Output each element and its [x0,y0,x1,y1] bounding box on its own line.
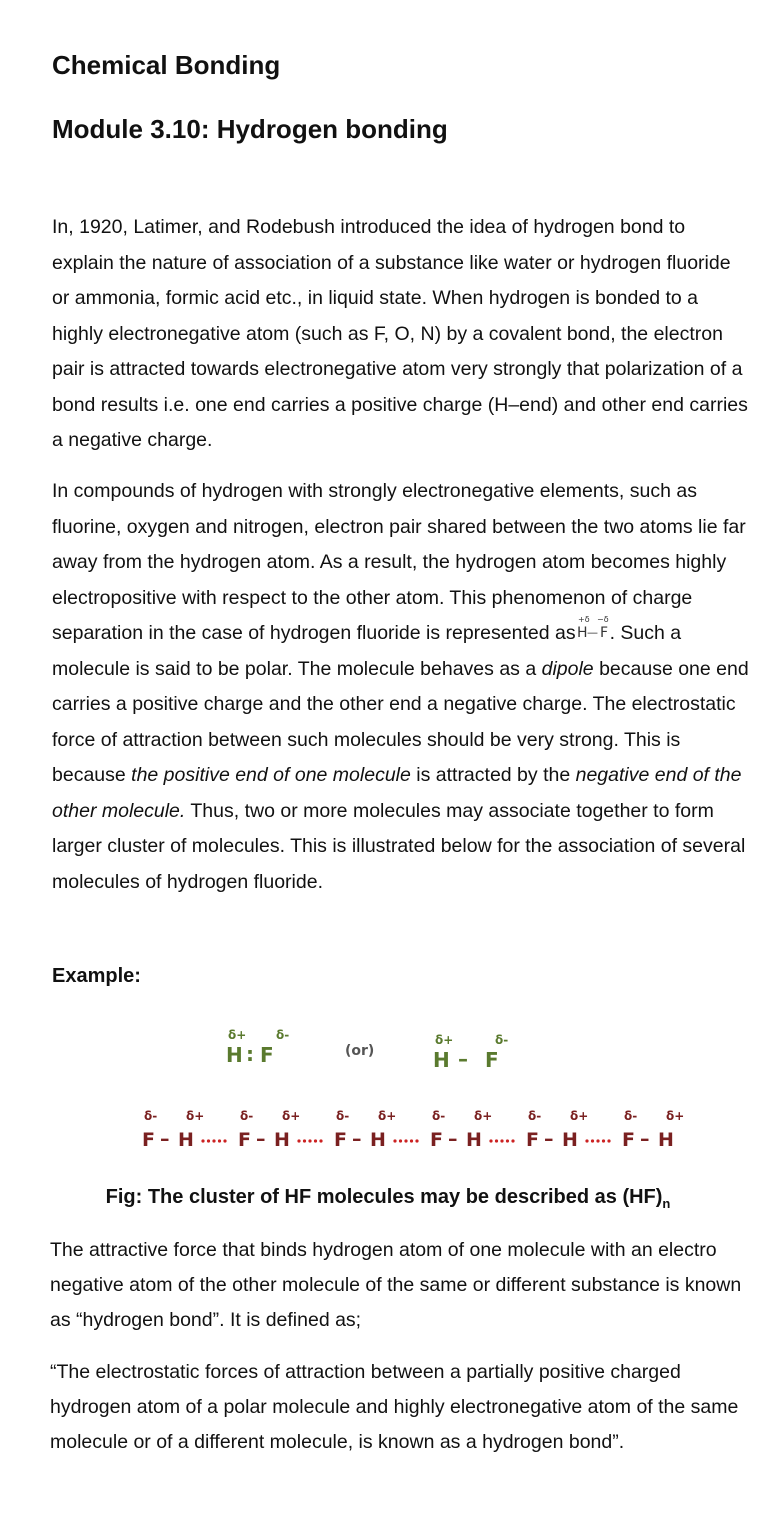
chain-delta-plus: δ+ [474,1109,493,1123]
hydrogen-bond-dot [207,1139,210,1142]
page-title: Chemical Bonding [52,50,281,80]
chain-h: H [658,1129,674,1151]
hydrogen-bond-dot [404,1139,407,1142]
polarity-paragraph [52,474,752,900]
chain-dash: – [352,1128,362,1150]
hydrogen-bond-dot [511,1139,514,1142]
chain-f: F [142,1129,155,1151]
chain-delta-minus: δ- [336,1109,350,1123]
top-colon: : [246,1042,254,1066]
inline-delta-minus: −δ [596,615,609,624]
hydrogen-bond-dot [393,1139,396,1142]
chain-h: H [274,1129,290,1151]
inline-hf-formula [576,615,610,641]
chain-delta-minus: δ- [144,1109,158,1123]
hydrogen-bond-dot [585,1139,588,1142]
hydrogen-bond-dot [201,1139,204,1142]
p2-text-5: Thus, two or more molecules may associate together to form larger cluster of molecules. This is illustrated below for the association of several molecules of hydrogen fluoride. [52,799,746,893]
hydrogen-bond-dot [607,1139,610,1142]
hydrogen-bond-dot [495,1139,498,1142]
hf-structures-figure [200,1025,540,1075]
hydrogen-bond-dot [297,1139,300,1142]
p2-text-1: In compounds of hydrogen with strongly electronegative elements, such as fluorine, oxygen and nitrogen, electron pair shared between the two atoms lie far away from the hydrogen atom. As a result, the hydrogen atom becomes highly electropositive with respect to the other atom. This phenomenon of charge separation in the case of hydrogen fluoride is represented as [52,480,746,644]
chain-dash: – [640,1128,650,1150]
top-dash: – [458,1047,468,1071]
chain-delta-plus: δ+ [282,1109,301,1123]
inline-bond: — [586,626,598,639]
figure-caption [0,1186,776,1211]
hydrogen-bond-dot [303,1139,306,1142]
chain-dash: – [256,1128,266,1150]
hydrogen-bond-dot [506,1139,509,1142]
chain-h: H [466,1129,482,1151]
hydrogen-bond-dot [596,1139,599,1142]
hydrogen-bond-dot [212,1139,215,1142]
top-delta-minus-1: δ- [276,1028,290,1042]
definition-quote-paragraph: “The electrostatic forces of attraction between a partially positive charged hydrogen atom of a polar molecule and highly electronegative atom of the same molecule or of a different molecule, is known as a hydrogen bond”. [50,1361,739,1453]
hydrogen-bond-dot [218,1139,221,1142]
or-label: (or) [345,1043,375,1059]
module-title: Module 3.10: Hydrogen bonding [52,114,448,144]
chain-f: F [334,1129,347,1151]
definition-intro-paragraph: The attractive force that binds hydrogen atom of one molecule with an electro negative atom of the other molecule of the same or different substance is known as “hydrogen bond”. It is defined as; [50,1239,742,1331]
chain-f: F [238,1129,251,1151]
chain-delta-minus: δ- [240,1109,254,1123]
chain-delta-plus: δ+ [570,1109,589,1123]
hydrogen-bond-dot [319,1139,322,1142]
top-h-2: H [433,1048,450,1072]
chain-delta-minus: δ- [432,1109,446,1123]
hydrogen-bond-dot [410,1139,413,1142]
p2-text-2: . Such a molecule is said to be polar. The molecule behaves as a [52,622,682,680]
caption-subscript: n [662,1196,671,1211]
chain-h: H [370,1129,386,1151]
p2-text-4: is attracted by the [410,764,576,786]
p2-italic-2: negative end of the other molecule. [52,764,742,822]
top-f-2: F [485,1048,499,1072]
intro-paragraph: In, 1920, Latimer, and Rodebush introduced the idea of hydrogen bond to explain the nature of association of a substance like water or hydrogen fluoride or ammonia, formic acid etc., in liquid state. When hydrogen is bonded to a highly electronegative atom (such as F, O, N) by a covalent bond, the electron pair is attracted towards electronegative atom very strongly that polarization of a bond results i.e. one end carries a positive charge (H–end) and other end carries a negative charge. [52,216,748,451]
top-h-1: H [226,1043,243,1067]
hydrogen-bond-dot [500,1139,503,1142]
hydrogen-bond-dot [308,1139,311,1142]
hydrogen-bond-dot [223,1139,226,1142]
hydrogen-bond-dot [415,1139,418,1142]
hydrogen-bond-dot [314,1139,317,1142]
top-f-1: F [260,1043,274,1067]
inline-f: F [599,625,608,641]
hydrogen-bond-dot [489,1139,492,1142]
inline-delta-plus: +δ [577,615,590,624]
chain-delta-minus: δ- [528,1109,542,1123]
hf-chain-figure [130,1108,690,1158]
inline-h: H [576,625,588,641]
chain-f: F [622,1129,635,1151]
chain-dash: – [544,1128,554,1150]
chain-f: F [430,1129,443,1151]
chain-h: H [178,1129,194,1151]
chain-delta-plus: δ+ [186,1109,205,1123]
top-delta-plus-1: δ+ [228,1028,247,1042]
example-label: Example: [52,965,141,987]
top-delta-minus-2: δ- [495,1033,509,1047]
caption-text: Fig: The cluster of HF molecules may be described as (HF) [105,1186,663,1208]
chain-delta-plus: δ+ [378,1109,397,1123]
p2-text-3: because one end carries a positive charge and the other end a negative charge. The electrostatic force of attraction between such molecules should be very strong. This is because [52,657,749,786]
hydrogen-bond-dot [591,1139,594,1142]
p2-italic-1: the positive end of one molecule [131,764,411,786]
hydrogen-bond-dot [399,1139,402,1142]
chain-h: H [562,1129,578,1151]
chain-dash: – [160,1128,170,1150]
chain-dash: – [448,1128,458,1150]
chain-delta-minus: δ- [624,1109,638,1123]
hydrogen-bond-dot [602,1139,605,1142]
chain-delta-plus: δ+ [666,1109,685,1123]
top-delta-plus-2: δ+ [435,1033,454,1047]
p2-dipole: dipole [541,657,594,680]
chain-f: F [526,1129,539,1151]
